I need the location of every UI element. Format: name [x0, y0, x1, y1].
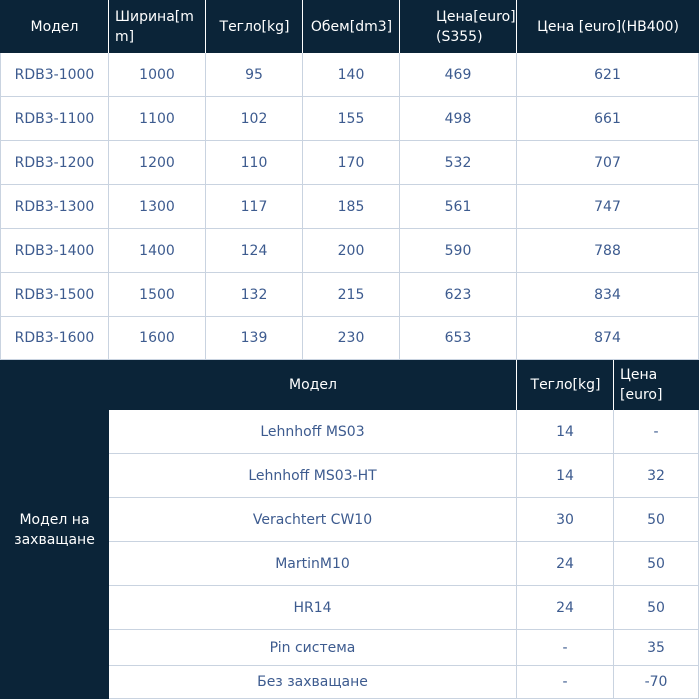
table1-header [0, 0, 699, 53]
table1-cell-model: RDB3-1500 [0, 273, 109, 317]
table1-cell-weight: 139 [206, 317, 303, 360]
header-divider [516, 0, 517, 53]
table2-cell-price: 35 [614, 630, 699, 666]
table2-header-model: Модел [289, 377, 337, 393]
table1-cell-price-hb400: 874 [517, 317, 699, 360]
table1-cell-price-s355: 561 [400, 185, 517, 229]
table1-cell-price-s355: 469 [400, 53, 517, 97]
header-divider [205, 0, 206, 53]
table1-header-weight: Тегло[kg] [219, 18, 290, 35]
table2-cell-model: Без захващане [109, 666, 517, 699]
table1-cell-width: 1000 [109, 53, 206, 97]
header-divider [108, 0, 109, 53]
table2-cell-weight: 14 [517, 454, 614, 498]
table2-cell-model: Pin система [109, 630, 517, 666]
table1-cell-price-hb400: 621 [517, 53, 699, 97]
table1-cell-price-hb400: 834 [517, 273, 699, 317]
table1-cell-volume: 140 [303, 53, 400, 97]
table1-cell-price-s355: 653 [400, 317, 517, 360]
header-divider [613, 360, 614, 410]
table1-cell-model: RDB3-1600 [0, 317, 109, 360]
table1-cell-model: RDB3-1000 [0, 53, 109, 97]
table2-cell-weight: 30 [517, 498, 614, 542]
table2-cell-weight: - [517, 666, 614, 699]
table1-cell-width: 1600 [109, 317, 206, 360]
table2-cell-price: 50 [614, 542, 699, 586]
table1-cell-weight: 95 [206, 53, 303, 97]
table2-cell-model: HR14 [109, 586, 517, 630]
table1-cell-weight: 117 [206, 185, 303, 229]
table1-cell-volume: 215 [303, 273, 400, 317]
table1-cell-volume: 155 [303, 97, 400, 141]
table1-cell-price-hb400: 747 [517, 185, 699, 229]
table1-cell-model: RDB3-1200 [0, 141, 109, 185]
table1-cell-price-hb400: 707 [517, 141, 699, 185]
table1-cell-price-s355: 590 [400, 229, 517, 273]
table1-header-price-hb400: Цена [euro](HB400) [537, 18, 679, 35]
table1-cell-model: RDB3-1100 [0, 97, 109, 141]
table1-cell-price-hb400: 788 [517, 229, 699, 273]
table2-cell-model: MartinM10 [109, 542, 517, 586]
table2-cell-model: Lehnhoff MS03 [109, 410, 517, 454]
table2-cell-weight: 14 [517, 410, 614, 454]
table2-cell-model: Verachtert CW10 [109, 498, 517, 542]
table1-cell-volume: 230 [303, 317, 400, 360]
table1-cell-width: 1400 [109, 229, 206, 273]
table1-cell-price-hb400: 661 [517, 97, 699, 141]
table2-side-label-cell [0, 360, 109, 699]
table2-header [109, 360, 699, 410]
table2-header-price: Цена [euro] [620, 367, 663, 403]
table1-cell-volume: 200 [303, 229, 400, 273]
table1-cell-width: 1200 [109, 141, 206, 185]
table2-cell-price: - [614, 410, 699, 454]
table1-cell-width: 1100 [109, 97, 206, 141]
table1-cell-weight: 132 [206, 273, 303, 317]
table1-cell-weight: 124 [206, 229, 303, 273]
table1-cell-model: RDB3-1300 [0, 185, 109, 229]
header-divider [302, 0, 303, 53]
table1-header-price-s355: Цена[euro] (S355) [436, 8, 516, 45]
table1-cell-width: 1300 [109, 185, 206, 229]
table1-cell-volume: 170 [303, 141, 400, 185]
table1-cell-volume: 185 [303, 185, 400, 229]
table1-header-width: Ширина[mm] [115, 8, 194, 45]
table2-cell-weight: 24 [517, 586, 614, 630]
header-divider [399, 0, 400, 53]
table1-cell-width: 1500 [109, 273, 206, 317]
table1-cell-price-s355: 623 [400, 273, 517, 317]
table2-header-weight: Тегло[kg] [530, 377, 601, 393]
table2-cell-model: Lehnhoff MS03-HT [109, 454, 517, 498]
table2-cell-weight: - [517, 630, 614, 666]
table1-header-model: Модел [30, 18, 79, 35]
table2-cell-price: 32 [614, 454, 699, 498]
table1-header-volume: Обем[dm3] [310, 18, 393, 35]
table2-cell-price: 50 [614, 498, 699, 542]
table1-cell-price-s355: 532 [400, 141, 517, 185]
table1-cell-weight: 102 [206, 97, 303, 141]
header-divider [516, 360, 517, 410]
table2-cell-price: -70 [614, 666, 699, 699]
table1-cell-weight: 110 [206, 141, 303, 185]
table1-cell-model: RDB3-1400 [0, 229, 109, 273]
table2-cell-weight: 24 [517, 542, 614, 586]
table2-side-label: Модел на захващане [14, 511, 95, 548]
table2-cell-price: 50 [614, 586, 699, 630]
table1-cell-price-s355: 498 [400, 97, 517, 141]
